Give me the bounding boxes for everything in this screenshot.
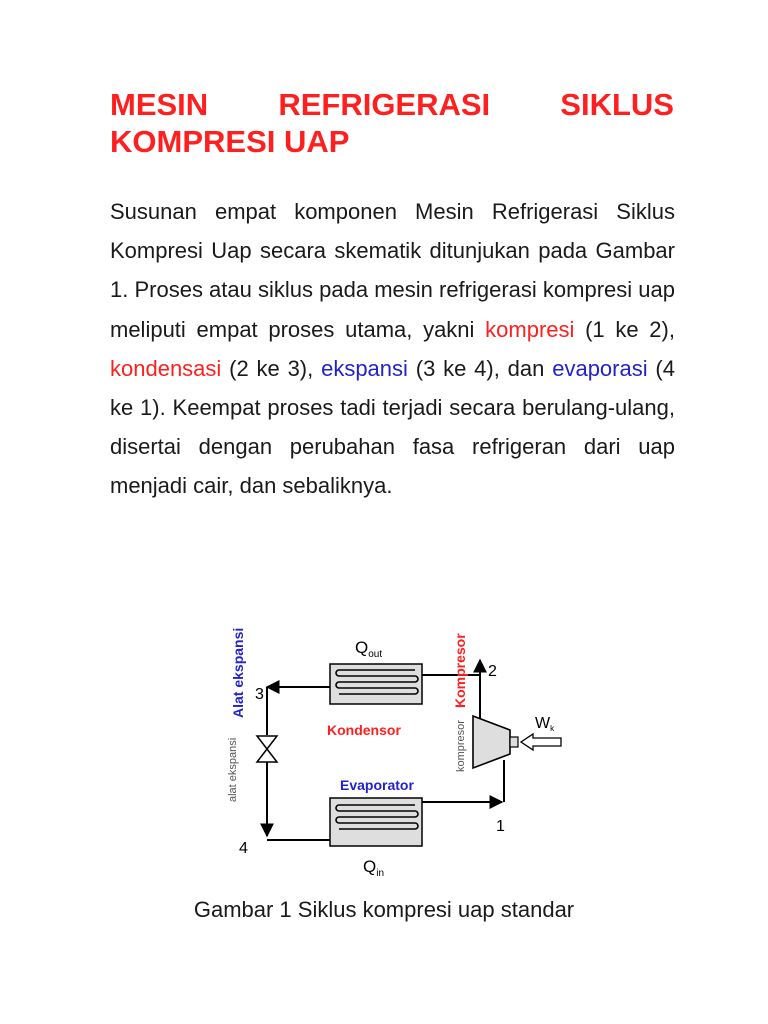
title-line-2: KOMPRESI UAP — [110, 124, 350, 159]
state-point-4: 4 — [239, 840, 248, 857]
state-point-3: 3 — [255, 686, 264, 703]
condenser-coil — [330, 664, 422, 704]
refrigeration-cycle-diagram — [215, 600, 575, 890]
compressor-icon — [473, 716, 518, 768]
page-title — [110, 86, 674, 160]
state-point-2: 2 — [488, 663, 497, 680]
title-word-1: MESIN — [110, 87, 209, 122]
label-kondensor: Kondensor — [327, 722, 401, 738]
figure-caption: Gambar 1 Siklus kompresi uap standar — [193, 897, 575, 922]
title-word-2: REFRIGERASI — [278, 87, 491, 122]
title-word-3: SIKLUS — [560, 87, 674, 122]
para-text-2: (1 ke 2), — [574, 316, 675, 342]
para-text-4: (3 ke 4), dan — [407, 355, 553, 381]
term-evaporasi: evaporasi — [552, 355, 648, 381]
label-alat-ekspansi-color: Alat ekspansi — [230, 627, 246, 718]
state-point-1: 1 — [496, 818, 505, 835]
label-kompresor-color: Kompresor — [452, 633, 468, 708]
expansion-valve-icon — [257, 736, 277, 762]
label-alat-ekspansi-gray: alat ekspansi — [227, 737, 239, 802]
evaporator-coil — [330, 798, 422, 846]
para-text-5: (4 ke 1). Keempat proses tadi terjadi secara berulang-ulang, disertai dengan perubahan fasa refrigeran dari uap menjadi cair, dan sebaliknya. — [110, 355, 675, 499]
label-evaporator: Evaporator — [340, 777, 414, 793]
label-kompresor-gray: kompresor — [455, 720, 467, 772]
label-work: Wk — [535, 715, 555, 733]
diagram-svg — [215, 600, 575, 890]
label-q-out: $Q_{out}$ — [355, 638, 383, 660]
para-text-3: (2 ke 3), — [221, 355, 322, 381]
work-input-arrow — [521, 734, 561, 750]
term-ekspansi: ekspansi — [321, 355, 408, 381]
term-kompresi: kompresi — [485, 316, 575, 342]
body-paragraph — [110, 192, 675, 506]
label-q-in: $Q_{in}$ — [363, 857, 385, 879]
term-kondensasi: kondensasi — [110, 355, 222, 381]
para-text-1: Susunan empat komponen Mesin Refrigerasi Siklus Kompresi Uap secara skematik ditunjukan pada Gambar 1. Proses atau siklus pada mesin refrigerasi kompresi uap meliputi empat proses utama, yakni — [110, 199, 675, 342]
